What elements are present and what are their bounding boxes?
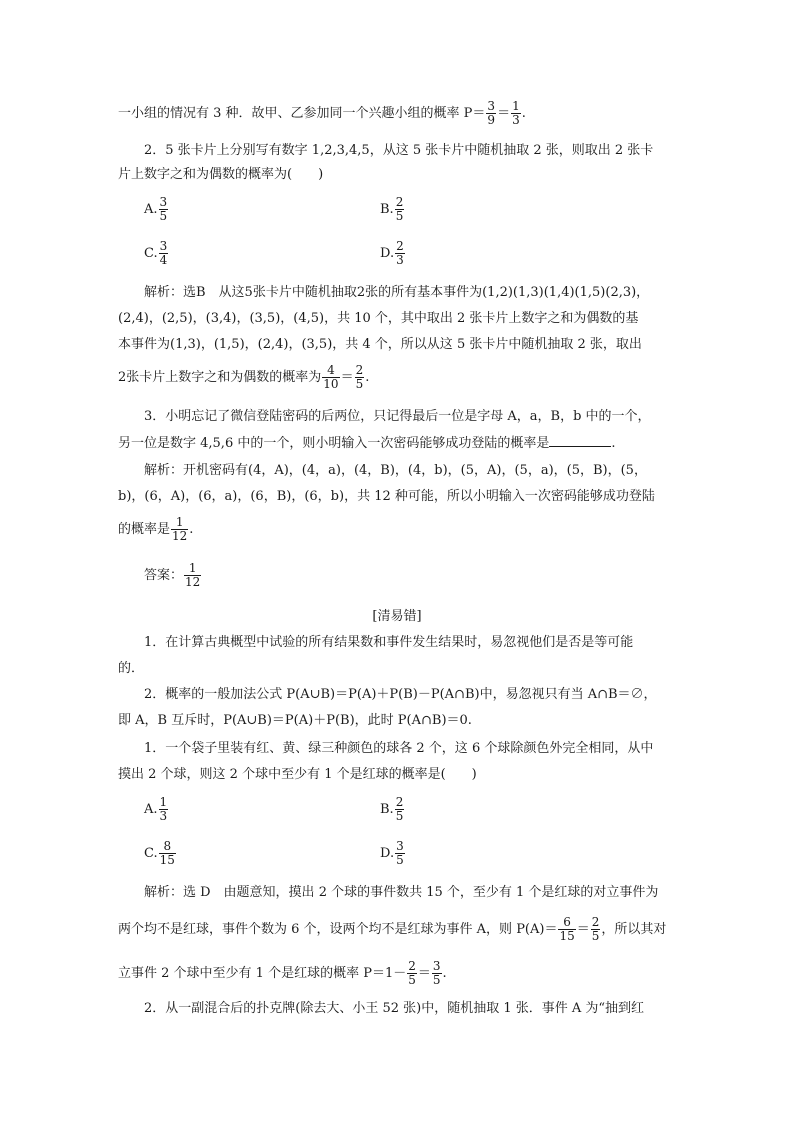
solution-line: (2,4)，(2,5)，(3,4)，(3,5)，(4,5)，共 10 个，其中取出 2 张卡片上数字之和为偶数的基	[118, 311, 639, 326]
question-line: 3．小明忘记了微信登陆密码的后两位，只记得最后一位是字母 A，a，B，b 中的一个，	[144, 409, 651, 424]
solution-line: 的概率是 $\frac{1}{12}$ .	[118, 515, 194, 543]
text-line: 2．概率的一般加法公式 P(A∪B)＝P(A)＋P(B)－P(A∩B)中，易忽视只有当 A∩B＝∅，	[144, 687, 657, 702]
question-line: 1．一个袋子里装有红、黄、绿三种颜色的球各 2 个，这 6 个球除颜色外完全相同，从中	[144, 741, 654, 756]
solution-line: 本事件为(1,3)，(1,5)，(2,4)，(3,5)，共 4 个，所以从这 5 张卡片中随机抽取 2 张，取出	[118, 337, 642, 352]
option-a: A. $\frac{1}{3}$	[144, 795, 168, 823]
question-line: 片上数字之和为偶数的概率为( )	[118, 167, 324, 182]
fraction: $\frac{1}{3}$	[512, 99, 520, 127]
solution-line: 两个均不是红球，事件个数为 6 个，设两个均不是红球为事件 A，则 P(A)＝ $\frac{6}{15}$ ＝ $\frac{2}{5}$ ，所以其对	[118, 915, 667, 943]
text: 一小组的情况有 3 种．故甲、乙参加同一个兴趣小组的概率 P＝	[118, 106, 486, 121]
option-b: B. $\frac{2}{5}$	[380, 195, 404, 223]
question-line: 摸出 2 个球，则这 2 个球中至少有 1 个是红球的概率是( )	[118, 767, 477, 782]
answer-line: 答案： $\frac{1}{12}$	[144, 561, 201, 589]
solution-line: 解析：开机密码有(4，A)，(4，a)，(4，B)，(4，b)，(5，A)，(5，a)，(5，B)，(5，	[144, 463, 647, 478]
question-line: 2．从一副混合后的扑克牌(除去大、小王 52 张)中，随机抽取 1 张．事件 A 为“抽到红	[144, 1001, 645, 1016]
fraction: $\frac{3}{9}$	[487, 99, 496, 127]
option-c: C. $\frac{3}{4}$	[144, 239, 168, 267]
question-line: 另一位是数字 4,5,6 中的一个，则小明输入一次密码能够成功登陆的概率是 .	[118, 436, 616, 451]
section-heading: [清易错]	[372, 609, 422, 624]
answer-blank	[549, 434, 611, 447]
option-b: B. $\frac{2}{5}$	[380, 795, 404, 823]
solution-line: 解析：选B 从这5张卡片中随机抽取2张的所有基本事件为(1,2)(1,3)(1,4)(1,5)(2,3)，	[144, 285, 650, 300]
option-d: D. $\frac{2}{3}$	[380, 239, 404, 267]
text-line: 1．在计算古典概型中试验的所有结果数和事件发生结果时，易忽视他们是否是等可能	[144, 635, 634, 650]
solution-line: 立事件 2 个球中至少有 1 个是红球的概率 P＝1－ $\frac{2}{5}$ ＝ $\frac{3}{5}$ .	[118, 959, 447, 987]
text-line: 即 A，B 互斥时，P(A∪B)＝P(A)＋P(B)，此时 P(A∩B)＝0.	[118, 713, 472, 728]
option-a: A. $\frac{3}{5}$	[144, 195, 168, 223]
option-d: D. $\frac{3}{5}$	[380, 839, 404, 867]
option-c: C. $\frac{8}{15}$	[144, 839, 175, 867]
solution-line: 解析：选 D 由题意知，摸出 2 个球的事件数共 15 个，至少有 1 个是红球的对立事件为	[144, 885, 659, 900]
solution-line: b)，(6，A)，(6，a)，(6，B)，(6，b)，共 12 种可能，所以小明输入一次密码能够成功登陆	[118, 489, 655, 504]
text-line: 一小组的情况有 3 种．故甲、乙参加同一个兴趣小组的概率 P＝ $\frac{3}{9}$ ＝ $\frac{1}{3}$ .	[118, 99, 526, 127]
solution-line: 2张卡片上数字之和为偶数的概率为 $\frac{4}{10}$ ＝ $\frac{2}{5}$ .	[118, 363, 370, 391]
text-line: 的．	[118, 661, 145, 676]
question-line: 2．5 张卡片上分别写有数字 1,2,3,4,5，从这 5 张卡片中随机抽取 2 张，则取出 2 张卡	[144, 143, 654, 158]
